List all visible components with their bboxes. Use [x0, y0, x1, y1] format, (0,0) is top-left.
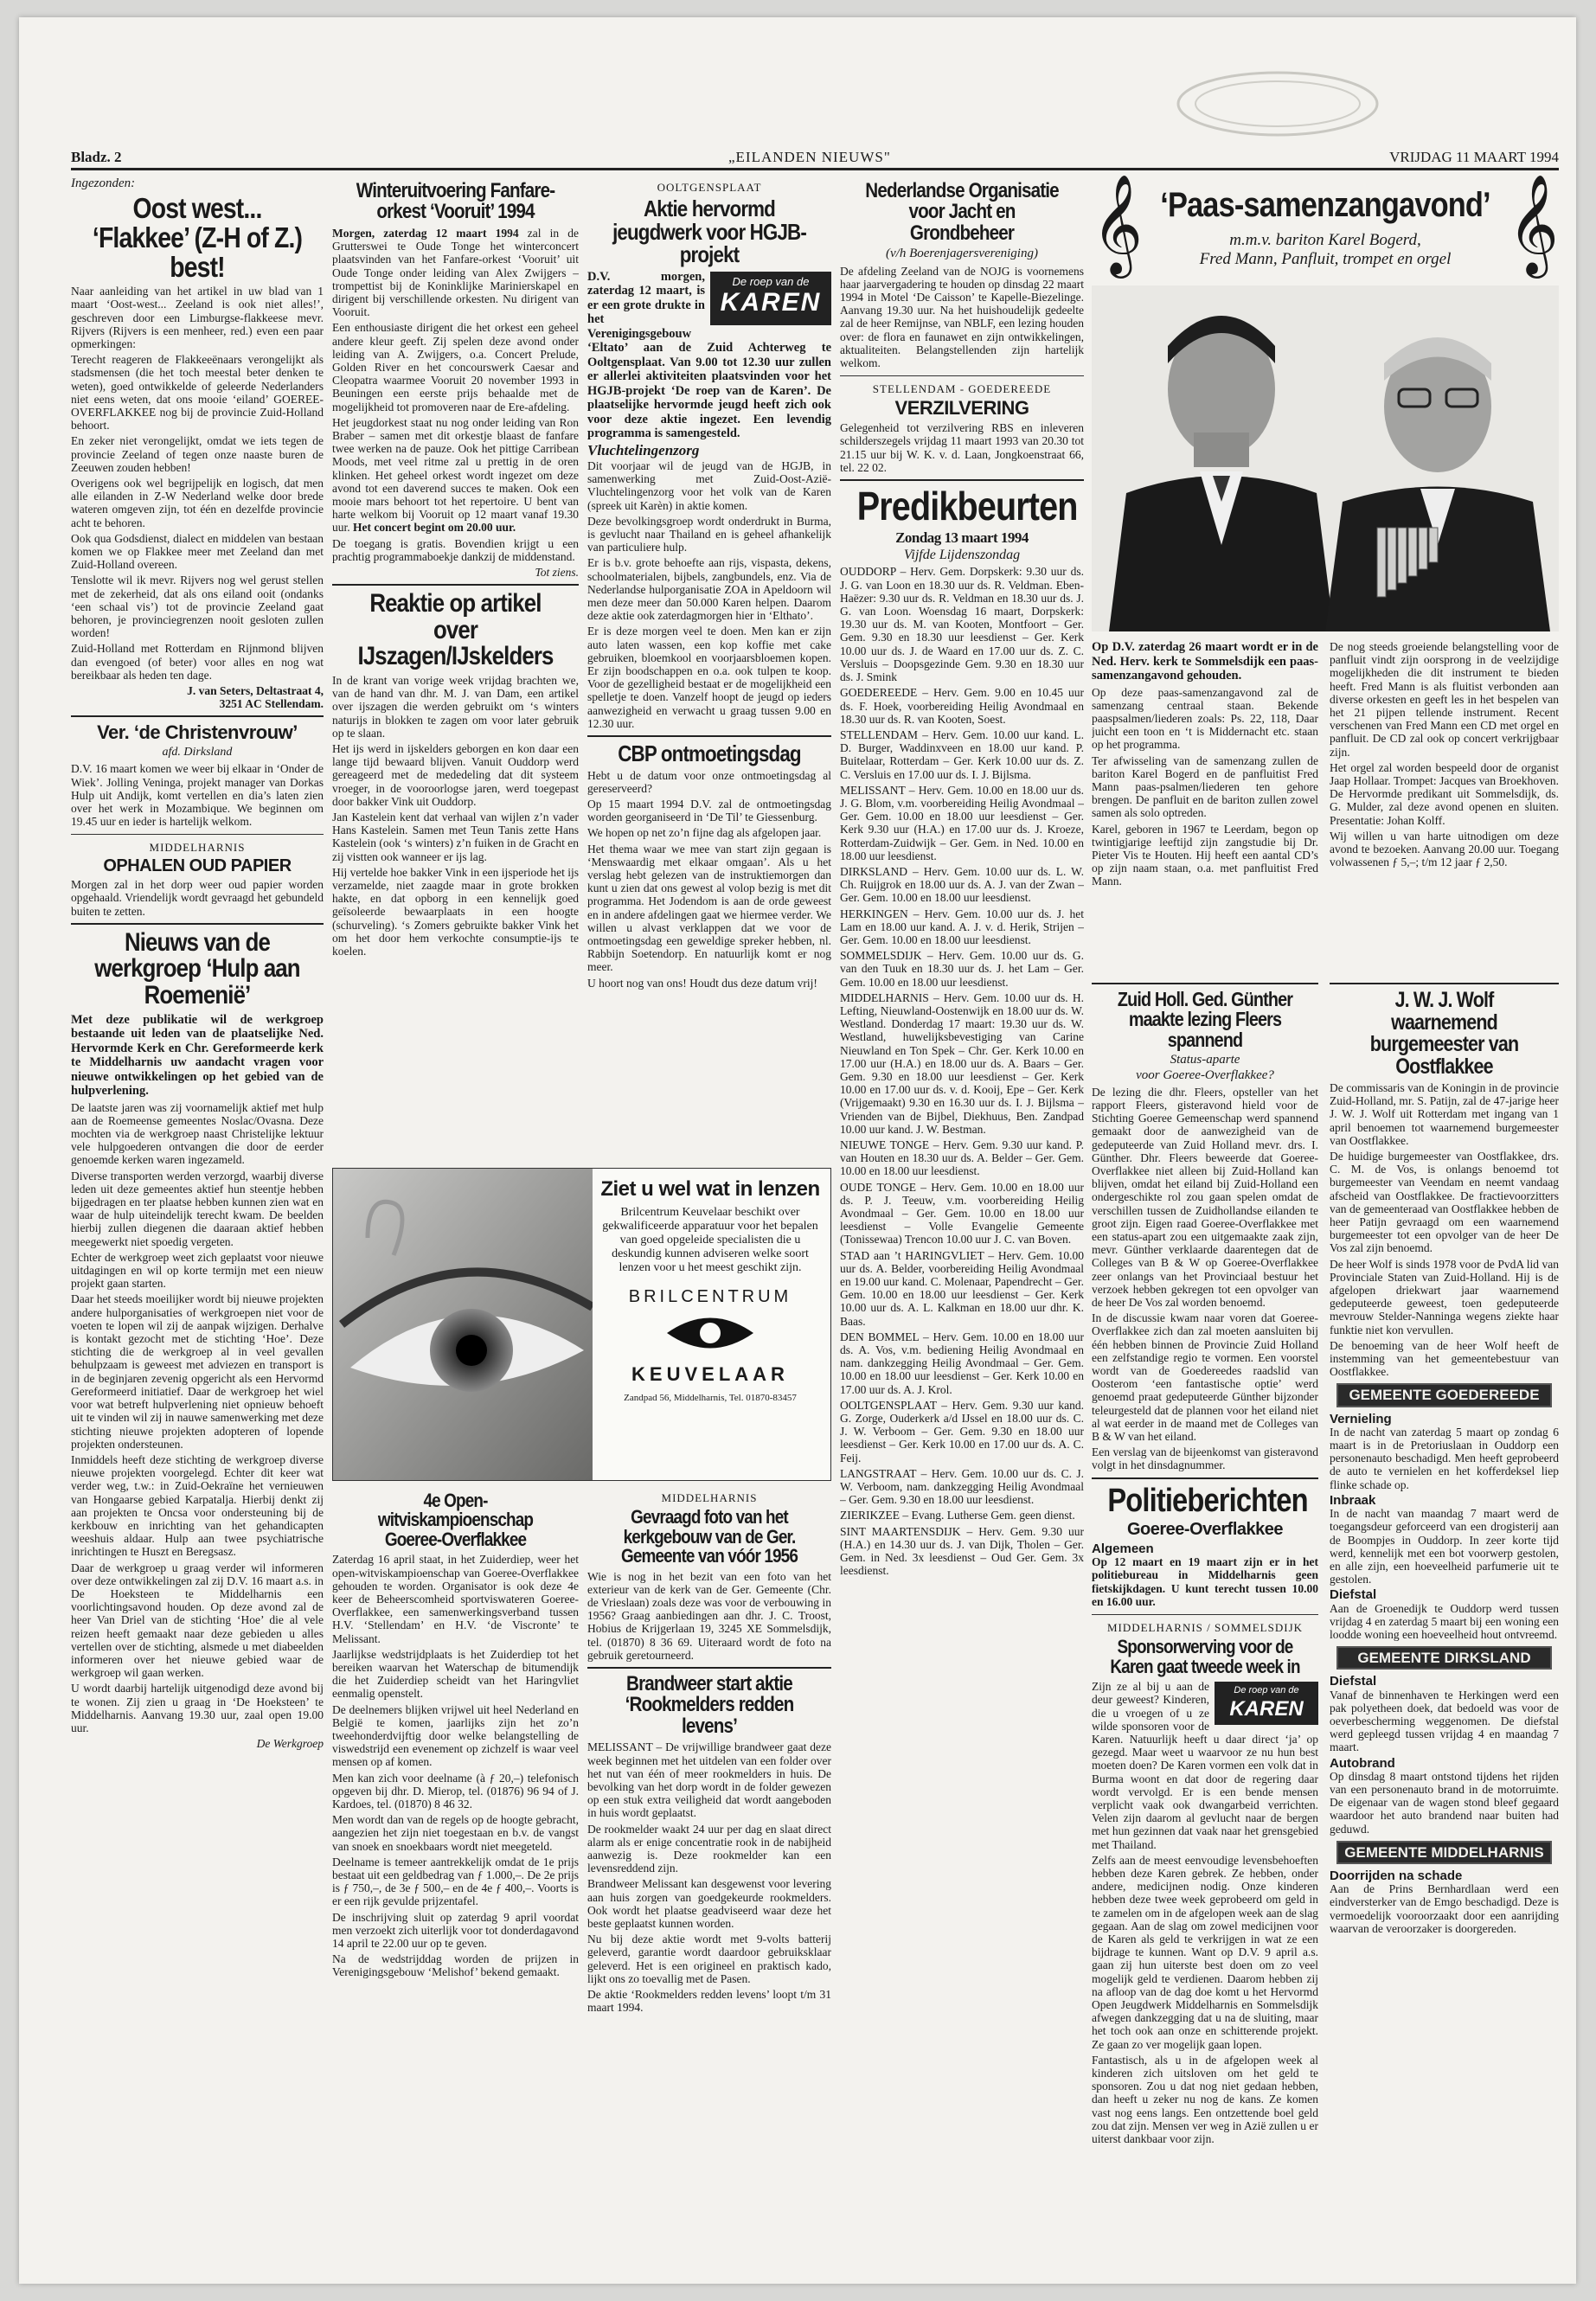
article-title: Nieuws van de werkgroep ‘Hulp aan Roemenië’ — [94, 927, 300, 1010]
label-ingezonden: Ingezonden: — [71, 177, 136, 190]
article-subtitle: afd. Dirksland — [162, 746, 233, 760]
page-number: Bladz. 2 — [71, 149, 122, 165]
paragraph: Aan de Prins Bernhardlaan werd een eindversterker van de Emgo beschadigd. Deze is vermoedelijk vooroorzaakt door een aanrijding waarvan de veroorzaker is doorgereden. — [1330, 1882, 1559, 1935]
signature: J. van Seters, Deltastraat 4, 3251 AC Stellendam. — [187, 684, 324, 711]
paragraph: Diverse transporten werden verzorgd, waarbij diverse leden uit deze gemeentes aktief hun steentje hebben bijgedragen en ter plaatse hebben kunnen zien wat en waar de hulp uiteindelijk terecht kwam. De beelden hierbij zullen diegenen die daaraan aktief hebben meegewerkt niet spoedig vergeten. — [71, 1169, 324, 1248]
subhead: Doorrijden na schade — [1330, 1868, 1463, 1883]
article-title: Zuid Holl. Ged. Günther maakte lezing Fleers spannend — [1117, 988, 1293, 1051]
column-3-lower — [587, 1488, 831, 2197]
column-6-lower — [1330, 977, 1559, 2197]
paragraph: De afdeling Zeeland van de NOJG is voornemens haar jaarvergadering te houden op dinsdag 22 maart 1994 in Motel ‘De Caisson’ te Kapelle-Biezelinge. Aanvang 19.30 uur. Na het huishoudelijk gedeelte zal de heer Remijnse, van NBLF, een lezing houden over: de flora en faunawet en zijn ontwikkelingen, aktualiteiten. Belangstellenden zijn hartelijk welkom. — [840, 264, 1084, 370]
divider — [1092, 1614, 1318, 1615]
subhead: Inbraak — [1330, 1492, 1376, 1508]
signature: De Werkgroep — [256, 1737, 324, 1751]
advert-title: Ziet u wel wat in lenzen — [600, 1177, 820, 1201]
paragraph: Zaterdag 16 april staat, in het Zuiderdiep, weer het open-witviskampioenschap van Goeree-Overflakkee gehouden te worden. Organisator is ook deze 4e keer de Beheerscomheid sportviswateren Goeree-Overflakkee, een samenwerkingsverband tussen H.V. ‘Stellendam’ en H.V. ‘de Viscronte’ te Melissant. — [332, 1553, 579, 1645]
paragraph: En zeker niet verongelijkt, omdat we iets tegen de provincie Zeeland of tegen onze naaste buren de Zeeuwen zouden hebben! — [71, 434, 324, 474]
paragraph: De lezing die dhr. Fleers, opsteller van het rapport Fleers, gisteravond hield voor de Stichting Goeree Gemeenschap werd spannend gemaakt door de aanwezigheid van de gedeputeerde van Zuid Holland mevr. drs. I. Günther. Dhr. Fleers beweerde dat Goeree-Overflakkee niet alleen bij Zuid-Holland kan blijven, omdat het eiland bij Zuid-Holland een ondergeschikte rol zou gaan spelen omdat de verschillen tussen de Zuidhollandse eilanden te groot zijn. Eigen raad Goeree-Overflakkee met een status-apart zou een uitgemaakte zaak zijn, mevr. Günther verklaarde daarentegen dat de Colleges van B & W op Goeree-Overflakkee zeer onlangs van het Provinciaal bestuur het verzoek hebben gekregen tot een opvolger van de heer De Vos zal worden benoemd. — [1092, 1085, 1318, 1310]
service-entry: HERKINGEN – Herv. Gem. 10.00 uur ds. J. het Lam en 18.00 uur kand. A. J. v. d. Herik, Strijen – Ger. Gem. 10.00 en 18.00 uur leesdienst. — [840, 907, 1084, 946]
divider — [587, 735, 831, 737]
badge-main-text: KAREN — [720, 287, 822, 317]
paragraph: Dit voorjaar wil de jeugd van de HGJB, in samenwerking met Zuid-Oost-Azië-Vluchtelingenzorg voor het volk van de Karen (spreek uit Karèn) in aktie komen. — [587, 458, 831, 512]
paragraph: De heer Wolf is sinds 1978 voor de PvdA lid van Provinciale Staten van Zuid-Holland. Hij is de afgelopen driekwart jaar waarnemend gedeputeerde geweest, toen gedeputeerde mevrouw Stelder-Nanninga wegens ziekte haar funktie niet kon vervullen. — [1330, 1257, 1559, 1336]
paragraph: Op deze paas-samenzangavond zal de samenzang centraal staan. Bekende paaspsalmen/liederen zoals: Ps. 22, 118, Daar juicht een toon en ‘t is Middernacht etc. staan op het programma. — [1092, 685, 1318, 752]
paragraph: Brandweer Melissant kan desgewenst voor levering aan huis zorgen van goedgekeurde rookmelders. Ook wordt het plaatse geadviseerd waar deze het beste geplaatst kunnen worden. — [587, 1877, 831, 1930]
paragraph: Men kan zich voor deelname (à ƒ 20,–) telefonisch opgeven bij dhr. D. Mierop, tel. (01876) 96 94 of J. Kardoes, tel. (01870) 8 46 32. — [332, 1771, 579, 1811]
paragraph: Een enthousiaste dirigent die het orkest een geheel andere kleur geeft. Zij spelen deze avond onder leiding van A. Zwijgers, o.a. Concert Prelude, Golden River en het concourswerk Caesar and Cleopatra waarmee Vooruit 20 november 1993 in Beuningen een eerste prijs behaalde met de mogelijkheid tot promoveren naar de Ere-afdeling. — [332, 321, 579, 413]
paragraph: De commissaris van de Koningin in de provincie Zuid-Holland, mr. S. Patijn, zal de 47-jarige heer J. W. J. Wolf uit Rotterdam met ingang van 1 april benoemen tot waarnemend burgemeester van Oostflakkee. — [1330, 1081, 1559, 1147]
article-subtitle: voor Goeree-Overflakkee? — [1136, 1067, 1274, 1082]
subhead: Autobrand — [1330, 1755, 1395, 1771]
service-entry: GOEDEREEDE – Herv. Gem. 9.00 en 10.45 uur ds. F. Hoek, voorbereiding Heilig Avondmaal en 18.30 uur ds. R. van Kooten, Soest. — [840, 686, 1084, 726]
column-6 — [1330, 640, 1559, 986]
service-entry: NIEUWE TONGE – Herv. Gem. 9.30 uur kand. P. van Houten en 18.30 uur ds. A. Belder – Ger. Gem. 10.00 en 18.00 uur leesdienst. — [840, 1138, 1084, 1178]
column-1 — [71, 177, 324, 2193]
paragraph: We hopen op net zo’n fijne dag als afgelopen jaar. — [587, 826, 822, 840]
article-kicker: STELLENDAM - GOEDEREEDE — [872, 382, 1052, 396]
article-title: ‘Paas-samenzangavond’ — [1160, 186, 1490, 224]
page-header — [71, 147, 1559, 170]
issue-date: VRIJDAG 11 MAART 1994 — [1389, 149, 1559, 165]
paragraph: Het ijs werd in ijskelders geborgen en kon daar een lange tijd bewaard blijven. Vanuit Ouddorp werd gereageerd met de mededeling dat dit systeem vroeger, in de vooroorlogse jaren, werd toegepast door bakker Vink uit Ouddorp. — [332, 742, 579, 808]
divider — [840, 375, 1084, 376]
karen-badge-small — [1215, 1682, 1318, 1725]
paragraph: Fantastisch, als u in de afgelopen week al kinderen zich uitsloven om het geld te sponsoren. Zou u dat nog niet gedaan hebben, dan heeft u zeker nu nog de kans. Ze komen vast nog eens langs. Een ontzettende boel geld zou dat zijn. Mensen ver weg in Azië zullen u er uiterst dankbaar voor zijn. — [1092, 2053, 1318, 2145]
brand-logo-bottom: KEUVELAAR — [631, 1362, 789, 1385]
paragraph: zal in de Grutterswei te Oude Tonge het winterconcert plaatsvinden van het Fanfare-orkest ‘Vooruit’ uit Oude Tonge onder leiding van Alex Zwijgers – trompettist bij de Koninklijke Marinierskapel en dirigent bij verschillende orkesten. Nu dirigent van Vooruit. — [332, 226, 579, 319]
article-title: CBP ontmoetingsdag — [618, 740, 801, 767]
divider — [840, 479, 1084, 481]
column-5 — [1092, 640, 1318, 986]
paragraph: Er is deze morgen veel te doen. Men kan er zijn auto laten wassen, een kop koffie met cake gebruiken, bloemkool en voorjaarsbloemen kopen. Er zijn boodschappen en o.a. ook tulpen te koop. Voor de gezelligheid bestaat er de mogelijkheid een spelletje te doen. Vanzelf hoopt de jeugd op ieders aanwezigheid en verwacht u graag tussen 9.00 en 12.30 uur. — [587, 625, 831, 730]
article-subtitle: (v/h Boerenjagersvereniging) — [886, 247, 1038, 261]
paragraph: In de discussie kwam naar voren dat Goeree-Overflakkee zich dan zal moeten aansluiten bij één hebben binnen de Provincie Zuid Holland een zelfstandige regio te vormen. Een voorstel wordt van de Goedereedes raadslid van Oosterom ‘een fantastische optie’ werd genoemd praat gedeputeerde Günther bijzonder teleurgesteld dat de plannen voor het eiland niet al wat eerder in de maand met de Colleges van B & W van het eiland. — [1092, 1311, 1318, 1444]
lead-paragraph: D.V. morgen, zaterdag 12 maart, is er een grote drukte in het Verenigingsgebouw ‘Eltato’ aan de Zuid Achterweg te Ooltgensplaat. Van 9.00 tot 12.30 uur zullen er allerlei aktiviteiten plaatsvinden voor het HGJB-projekt ‘De roep van de Karen’. De plaatselijke hervormde jeugd heeft zich ook voor deze aktie ingezet. Een levendig programma is samengesteld. — [587, 269, 831, 441]
newspaper-page — [19, 17, 1576, 2284]
paragraph: De toegang is gratis. Bovendien krijgt u een prachtig programmaboekje dankzij de middenstand. — [332, 536, 579, 563]
divider — [1330, 983, 1559, 984]
paragraph: Er is b.v. grote behoefte aan rijs, vispasta, dekens, schoolmaterialen, bijbels, zangbundels, enz. Via de Nederlandse hulporganisatie ZOA in Apeldoorn wil men deze meer dan 50.000 Karen helpen. Daarom deze aktie ook zaterdagmorgen hier in ‘Elthato’. — [587, 556, 831, 623]
karen-badge — [710, 272, 831, 325]
service-entry: DIRKSLAND – Herv. Gem. 10.00 uur ds. L. W. Ch. Ruijgrok en 18.00 uur ds. A. J. van der Zwan – Ger. Gem. 10.00 en 18.00 uur leesdienst. — [840, 864, 1084, 905]
paragraph: Op 12 maart en 19 maart zijn er in het politiebureau in Middelharnis geen fietskijkdagen. U kunt terecht tussen 10.00 en 16.00 uur. — [1092, 1555, 1318, 1608]
paragraph: Ter afwisseling van de samenzang zullen de bariton Karel Bogerd en de panfluitist Fred Mann paas-psalmen/liederen ten gehore brengen. De panfluit en de bariton zullen zowel samen als solo optreden. — [1092, 753, 1318, 820]
eye-logo-icon — [663, 1307, 758, 1359]
paragraph: Inmiddels heeft deze stichting de werkgroep diverse nieuwe projekten voorgelegd. Echter dit keer wat verder weg, t.w.: in Zuid-Oekraïne het vernieuwen van Hongaarse gebied Karpatalja. Hierbij denkt zij aan projekten te Oncsa voor ondersteuning bij de kerkbouw en inrichting van het gehandicapten weeshuis aldaar. Hulp aan twee psychiatrische inrichtingen te Huszt en Beregsasz. — [71, 1452, 324, 1559]
treble-clef-icon: 𝄞 — [1507, 176, 1559, 272]
section-bar-goedereede: GEMEENTE GOEDEREEDE — [1336, 1383, 1552, 1407]
service-entry: STAD aan ’t HARINGVLIET – Herv. Gem. 10.00 uur ds. A. Belder, voorbereiding Heilig Avondmaal en 19.00 uur kand. C. Molenaar, Papendrecht – Ger. Gem. 10.00 en 18.00 uur leesdienst – Ger. Kerk 10.00 uur ds. A. L. Kalkman en 18.00 uur dhr. K. Baas. — [840, 1248, 1084, 1328]
subhead: Diefstal — [1330, 1587, 1377, 1603]
paragraph: De deelnemers blijken vrijwel uit heel Nederland en België te komen, jaarlijks zijn het zo’n tweehonderdvijftig door welke belangstelling de viswedstrijd een evenement op zichzelf is waar veel mensen op af komen. — [332, 1702, 579, 1769]
section-bar-middelharnis: GEMEENTE MIDDELHARNIS — [1336, 1841, 1552, 1864]
service-entry: MIDDELHARNIS – Herv. Gem. 10.00 uur ds. H. Lefting, Nieuwland-Oostenwijk en 18.00 uur ds. W. Westland. Donderdag 17 maart: 19.30 uur ds. W. Westland, huwelijksbevestiging van Carine Nieuwland en Ton Spek – Chr. Ger. Kerk 10.00 en 17.00 uur (H.A.) en 18.00 uur ds. A. Baars – Ger. Gem. 9.30 en 18.00 uur leesdienst – Ger. Kerk 10.00 en 17.00 uur ds. v. d. Kooij, Epe – Ger. Kerk (Vrijgemaakt) 9.30 en 16.30 uur ds. I. J. Bijlsma – Vrienden van de Bijbel, Diekhuus, Ben. Zandpad 10.00 uur kand. J. W. Bestman. — [840, 990, 1084, 1136]
paragraph: De benoeming van de heer Wolf heeft de instemming van het gemeentebestuur van Oostflakkee. — [1330, 1338, 1559, 1379]
eye-photo — [333, 1169, 593, 1480]
article-subtitle: m.m.v. bariton Karel Bogerd, — [1229, 231, 1421, 249]
lead-paragraph: Op D.V. zaterdag 26 maart wordt er in de Ned. Herv. kerk te Sommelsdijk een paas-samenzangavond gehouden. — [1092, 640, 1318, 683]
paragraph: Ook qua Godsdienst, dialect en middelen van bestaan komen we op Flakkee meer met Zeeland dan met Zuid-Holland overeen. — [71, 531, 324, 572]
paragraph: Naar aanleiding van het artikel in uw blad van 1 maart ‘Oost-west... Zeeland is ook niet alles!’, geschreven door een Limburgse-flakkeese mevr. Rijvers (Rijvers is een menheer, red.) even een paar opmerkingen: — [71, 285, 324, 350]
paragraph: Het orgel zal worden bespeeld door de organist Jaap Hollaar. Trompet: Jacques van Broekhoven. De Hervormde predikant uit Sommelsdijk, ds. G. Mulder, zal deze avond openen en sluiten. Presentatie: Johan Kolff. — [1330, 760, 1559, 827]
divider — [1092, 983, 1318, 984]
paragraph: De rookmelder waakt 24 uur per dag en slaat direct alarm als er enige concentratie rook in de nabijheid aanwezig is. Deze rookmelder kan een levensreddend zijn. — [587, 1822, 831, 1875]
column-4 — [840, 177, 1084, 2193]
paragraph: Deelname is temeer aantrekkelijk omdat de 1e prijs bestaat uit een geldbedrag van ƒ 1.000,–. De 2e prijs is ƒ 750,–, de 3e ƒ 500,– en de 4e ƒ 400,–. Voorts is er een rijk gevulde prijzentafel. — [332, 1855, 579, 1908]
paragraph: Tenslotte wil ik mevr. Rijvers nog wel gerust stellen met de zekerheid, dat als ons eiland ooit (ondanks ‘een schaal vis’) tot de provincie Zeeland gaat behoren, je provinciegrenzen nooit gesloten zullen worden! — [71, 574, 324, 640]
divider — [71, 834, 324, 835]
divider — [587, 1667, 831, 1669]
paragraph: Echter de werkgroep weet zich geplaatst voor nieuwe uitdagingen en wil op korte termijn met een nieuw projekt gaan starten. — [71, 1250, 324, 1291]
paragraph: Wij willen u van harte uitnodigen om deze avond te bezoeken. Aanvang 20.00 uur. Toegang volwassenen ƒ 5,–; t/m 12 jaar ƒ 2,50. — [1330, 829, 1559, 869]
optician-advert — [332, 1168, 831, 1481]
paragraph: Morgen zal in het dorp weer oud papier worden opgehaald. Vriendelijk wordt gevraagd het gebundeld buiten te zetten. — [71, 878, 324, 918]
paas-header — [1092, 177, 1559, 281]
section-subtitle: Goeree-Overflakkee — [1126, 1520, 1283, 1540]
article-kicker: MIDDELHARNIS — [149, 841, 246, 855]
brand-logo-top: BRILCENTRUM — [628, 1286, 792, 1306]
service-entry: ZIERIKZEE – Evang. Lutherse Gem. geen dienst. — [840, 1509, 1075, 1522]
paragraph: MELISSANT – De vrijwillige brandweer gaat deze week beginnen met het uitdelen van een folder over het nut van één of meer rookmelders in huis. De bevolking van het dorp wordt in de folder gewezen op een stuk extra veiligheid dat wordt aangeboden in huis wordt geplaatst. — [587, 1740, 831, 1820]
badge-top-text: De roep van de — [1234, 1685, 1299, 1696]
subhead: Diefstal — [1330, 1674, 1377, 1689]
paragraph: De laatste jaren was zij voornamelijk aktief met hulp aan de Roemeense gemeentes Noslac/Ovasna. Deze mochten via de werkgroep naast Christelijke lektuur vele hulpgoederen ontvangen die door de eerder genoemde kerken waren ingezameld. — [71, 1100, 324, 1167]
article-kicker: MIDDELHARNIS — [661, 1491, 758, 1504]
service-entry: OOLTGENSPLAAT – Herv. Gem. 9.30 uur kand. G. Zorge, Ouderkerk a/d IJssel en 18.00 uur ds. C. J. W. Verboom – Ger. Gem. 9.30 en 18.00 uur leesdienst – Ger. Kerk 10.00 en 17.00 uur ds. A. C. Feij. — [840, 1398, 1084, 1465]
section-title: Predikbeurten — [856, 484, 1078, 529]
service-entry: OUDDORP – Herv. Gem. Dorpskerk: 9.30 uur ds. J. G. van Loon en 18.30 uur ds. R. Veldman. Eben-Haëzer: 9.30 uur ds. R. Veldman en 18.30 uur ds. J. G. van Loon. Woensdag 16 maart, Dorpskerk: 19.30 uur ds. M. van Kooten, Montfoort – Ger. Gem. 9.30 en 18.30 uur leesdienst – Ger. Kerk 10.00 uur ds. J. de Waard en 17.00 uur ds. Z. C. Versluis – Doopsgezinde Gem. 9.30 en 18.30 uur ds. J. Smink — [840, 565, 1084, 684]
paragraph: Daar de werkgroep u graag verder wil informeren over deze ontwikkelingen zal zij D.V. 16 maart a.s. in De Hoeksteen te Middelharnis een voorlichtingsavond houden. Op deze avond zal de heer Van Driel van de stichting ‘Hoe’ die al vele reizen heeft gemaakt naar deze gebieden u alles vertellen over de stichting, alsmede u met diabeelden informeren over het nieuwe gebied waar de werkgroep wil gaan werken. — [71, 1561, 324, 1680]
subhead: Vluchtelingenzorg — [587, 441, 700, 458]
column-3 — [587, 177, 831, 1163]
paragraph: Daar het steeds moeilijker wordt bij nieuwe projekten andere hulporganisaties of werkgroepen niet voor de voeten te lopen wil zij de aanpak wijzigen. Derhalve is kontakt gezocht met de stichting ‘Hoe’. Deze stichting die de werkgroep al in veel gevallen behulpzaam is geweest met adviezen en transport is in de beginjaren zevenig opgericht als een Hervormd Gereformeerd initiatief. Daar de werkgroep het wiel voor wat betreft hulpverlening niet opnieuw behoeft uit te vinden wil zij in nauwe samenwerking met deze stichting nieuwe projekten adopteren of lopende projekten ondersteunen. — [71, 1292, 324, 1451]
article-title: J. W. J. Wolf waarnemend burgemeester van Oostflakkee — [1369, 988, 1519, 1079]
article-subtitle: Fred Mann, Panfluit, trompet en orgel — [1199, 250, 1452, 268]
article-title: Gevraagd foto van het kerkgebouw van de Ger. Gemeente van vóór 1956 — [620, 1506, 798, 1567]
paragraph: Overigens ook wel begrijpelijk en logisch, dat men alle eilanden in Z-W Nederland welke door brede wateren omgeven zijn, tot één en dezelfde provincie acht te behoren. — [71, 477, 324, 529]
paragraph: Zijn ze al bij u aan de deur geweest? Kinderen, die u vroegen of u ze wilde sponsoren voor de Karen. Natuurlijk heeft u daar direct ‘ja’ op gezegd. Maar weet u waarvoor ze nu hun best moeten doen? De Karen vormen een volk dat in Burma woont en dat door de regering daar wordt vervolgd. Er is een bende mensen verplicht vaak ook dwangarbeid verrichten. Velen zijn daarom al gevlucht naar de bergen met hun gezinnen dat vaak naar het grensgebied met Thailand. — [1092, 1680, 1318, 1851]
paragraph: In de nacht van maandag 7 maart werd de toegangsdeur geforceerd van een drogisterij aan de Boompjes in Ouddorp. In zeer korte tijd werd, kennelijk met een bot voorwerp gestolen, en alle zijn, een hoeveelheid parfumerie uit te gestolen. — [1330, 1507, 1559, 1586]
service-entry: DEN BOMMEL – Herv. Gem. 10.00 en 18.00 uur ds. A. Vos, v.m. bediening Heilig Avondmaal en nam. dankzegging Heilig Avondmaal – Ger. Gem. 10.00 en 18.00 uur leesdienst – Ger. Kerk 10.00 en 17.00 uur ds. A. J. Krol. — [840, 1330, 1084, 1396]
paragraph: Aan de Groenedijk te Ouddorp werd tussen vrijdag 4 en zaterdag 5 maart bij een woning een loodde woning een hoeveelheid hout ontvreemd. — [1330, 1601, 1559, 1641]
article-subtitle: Status-aparte — [1170, 1053, 1240, 1067]
paragraph: In de krant van vorige week vrijdag brachten we, van de hand van dhr. M. J. van Dam, een artikel over ijszagen die werden gebruikt om ‘s winters naturijs in blokken te zagen om voor later gebruik op te slaan. — [332, 674, 579, 740]
article-title: OPHALEN OUD PAPIER — [103, 856, 292, 875]
article-title: 4e Open-witviskampioenschap Goeree-Overflakkee — [377, 1490, 534, 1550]
treble-clef-icon: 𝄞 — [1092, 176, 1144, 272]
paragraph: Hebt u de datum voor onze ontmoetingsdag al gereserveerd? — [587, 768, 831, 795]
paragraph: Gelegenheid tot verzilvering RBS en inleveren schilderszegels vrijdag 11 maart 1993 van 20.30 tot 21.15 uur bij W. K. v. d. Laan, Jongkoenstraat 66, tel. 22 02. — [840, 421, 1084, 474]
lead-paragraph: Met deze publikatie wil de werkgroep bestaande uit leden van de plaatselijke Ned. Hervormde Kerk en Chr. Gereformeerde kerk te Middelharnis uw aandacht vragen voor nieuwe ontwikkelingen op het gebied van de hulpverlening. — [71, 1012, 324, 1099]
badge-main-text: KAREN — [1229, 1697, 1304, 1721]
paragraph: Het thema waar we mee van start zijn gegaan is ‘Menswaardig met elkaar omgaan’. Als u het verslag hebt gelezen van de instruktiemorgen dan kunt u zien dat ons gewest al volop bezig is met dit programma. Het Jodendom is aan de orde geweest en in andere afdelingen gaat we hiermee verder. We willen u alvast verklappen dat we voor de ontmoetingsdag een geweldige spreker hebben, nl. Rabbijn Soetendorp. En natuurlijk komt er nog meer. — [587, 842, 831, 974]
advert-body: Brilcentrum Keuvelaar beschikt over gekwalificeerde apparatuur voor het bepalen van goed opgeleide specialisten die u deskundig kunnen adviseren welke soort lenzen voor u het meest geschikt zijn. — [602, 1205, 818, 1274]
article-title: VERZILVERING — [894, 397, 1029, 420]
paragraph: Op dinsdag 8 maart ontstond tijdens het rijden van een personenauto brand in de motorruimte. De eigenaar van de wagen stond bleef gegaard waardoor het auto brandend naar buiten had geduwd. — [1330, 1769, 1559, 1836]
paragraph: Vanaf de binnenhaven te Herkingen werd een pak polyetheen doek, dat bedoeld was voor de oeverbescherming weggenomen. De diefstal werd gepleegd tussen vrijdag 4 en maandag 7 maart. — [1330, 1688, 1559, 1754]
article-kicker: OOLTGENSPLAAT — [657, 181, 762, 194]
service-entry: STELLENDAM – Herv. Gem. 10.00 uur kand. L. D. Burger, Waddinxveen en 18.00 uur kand. P. Buitelaar, Rotterdam – Ger. Kerk 10.00 uur ds. Z. C. Versluis en 17.00 uur ds. I. J. Bijlsma. — [840, 727, 1084, 781]
advert-address: Zandpad 56, Middelharnis, Tel. 01870-83457 — [624, 1392, 797, 1403]
paragraph: U wordt daarbij hartelijk uitgenodigd deze avond bij te wonen. Zij zien u graag in ‘De Hoeksteen’ te Middelharnis. Aanvang 19.30 uur, zaal open 19.00 uur. — [71, 1682, 324, 1734]
paragraph: Zuid-Holland met Rotterdam en Rijnmond blijven dan evengoed (of beter) voor alles en nog wat bereikbaar als heden ten dage. — [71, 642, 324, 682]
paragraph: De inschrijving sluit op zaterdag 9 april voordat men verzoekt zich uiterlijk voor tot donderdagavond 14 april te 22.00 uur op te geven. — [332, 1910, 579, 1950]
paragraph: Na de wedstrijddag worden de prijzen in Verenigingsgebouw ‘Melishof’ bekend gemaakt. — [332, 1952, 579, 1979]
signature: Tot ziens. — [535, 566, 579, 580]
paragraph: De huidige burgemeester van Oostflakkee, drs. C. M. de Vos, is onlangs benoemd tot burgemeester van Veendam en neemt vandaag afscheid van Oostflakkee. De fractievoorzitters van de gemeenteraad van Oostflakkee hebben de heer Patijn gevraagd om een waarnemend burgemeester tot een opvolger van de heer De Vos zal zijn benoemd. — [1330, 1150, 1559, 1255]
section-title: Politieberichten — [1107, 1482, 1308, 1519]
photo-performers — [1092, 285, 1559, 631]
paper-name: „EILANDEN NIEUWS" — [728, 149, 891, 165]
paragraph: Een verslag van de bijeenkomst van gisteravond volgt in het dinsdagnummer. — [1092, 1445, 1318, 1472]
paragraph: Nu bij deze aktie wordt met 9-volts batterij geleverd, garantie wordt daardoor gebruiksklaar geleverd. Het is een origineel en praktisch kado, lijkt ons zo toevallig met de Pasen. — [587, 1932, 831, 1985]
section-subtitle: Vijfde Lijdenszondag — [903, 548, 1021, 563]
article-title: Nederlandse Organisatie voor Jacht en Grondbeheer — [865, 179, 1059, 245]
column-5-lower — [1092, 977, 1318, 2197]
article-title: Ver. ‘de Christenvrouw’ — [97, 721, 298, 744]
article-kicker: MIDDELHARNIS / SOMMELSDIJK — [1106, 1621, 1304, 1635]
article-title: Aktie hervormd jeugdwerk voor HGJB-projekt — [612, 195, 806, 268]
paragraph: Op 15 maart 1994 D.V. zal de ontmoetingsdag worden georganiseerd in ‘De Til’ te Giessenburg. — [587, 797, 831, 824]
divider — [71, 715, 324, 717]
service-entry: SINT MAARTENSDIJK – Herv. Gem. 9.30 uur (H.A.) en 14.30 uur ds. J. van Dijk, Tholen – Ger. Gem. in Ned. 3x leesdienst – Oud Ger. Gem. 3x leesdienst. — [840, 1524, 1084, 1578]
paragraph: Zelfs aan de meest eenvoudige levensbehoeften hebben deze Karen gebrek. Ze hebben, onder andere, medicijnen nodig. Onze kinderen hebben deze twee week geprobeerd om geld in te zamelen om in de afgelopen week aan de slag gegaan. Aan de slag om zowel medicijnen voor de Karen als geld te verkrijgen in wat ze een bijdrage te kunnen. Want op D.V. 9 april a.s. gaan zij hun uiterste best doen om zo veel mogelijk geld te verdienen. Daarom hebben zij na afloop van de dag doe komt u het Hervormd Open Jeugdwerk Middelharnis en Sommelsdijk afwegen dankzegging dat u na de sluiting, maar het toch ook aan onze en schitterende projekt. Ze gaan zo ver mogelijk gaan lopen. — [1092, 1853, 1318, 2051]
library-stamp — [1170, 65, 1386, 143]
column-2-lower — [332, 1488, 579, 2197]
paragraph: Jan Kastelein kent dat verhaal van wijlen z’n vader Hans Kastelein. Samen met Teun Tanis zette Hans Kastelein (ook ‘s winters) z’n fuiken in de Gracht en zij vistten ook wanneer er ijs lag. — [332, 811, 579, 863]
paragraph: Terecht reageren de Flakkeeënaars verongelijkt als stadsmensen (die het toch meestal beter denken te weten), goed ontwikkelde of geleerde Nederlanders niet eens weten, dat ons mooie ‘eiland’ GOEREE-OVERFLAKKEE nog bij de provincie Zuid-Holland behoort. — [71, 353, 324, 433]
lead-date: Morgen, zaterdag 12 maart 1994 — [332, 226, 519, 240]
article-title: Oost west... ‘Flakkee’ (Z-H of Z.) best! — [92, 192, 303, 283]
badge-top-text: De roep van de — [732, 274, 810, 288]
service-entry: SOMMELSDIJK – Herv. Gem. 10.00 uur ds. G. van den Tuuk en 18.30 uur ds. J. het Lam – Ger. Gem. 10.00 en 18.00 uur leesdienst. — [840, 949, 1084, 989]
service-entry: OUDE TONGE – Herv. Gem. 10.00 en 18.00 uur ds. P. J. Teeuw, v.m. voorbereiding Heilig Avondmaal – Ger. Gem. 10.00 en 18.00 uur leesdienst – Volle Evangelie Gemeente (Tonissewaa) Trencon 10.00 uur J. C. van Boven. — [840, 1180, 1084, 1247]
paragraph: D.V. 16 maart komen we weer bij elkaar in ‘Onder de Wiek’. Jolling Veninga, projekt manager van Dorkas Hulp uit Andijk, komt vertellen en dia’s laten zien over het werk in Mozambique. We beginnen om 19.45 uur en ieder is hartelijk welkom. — [71, 762, 324, 829]
subhead: Vernieling — [1330, 1411, 1392, 1426]
divider — [71, 923, 324, 925]
paragraph: De nog steeds groeiende belangstelling voor de panfluit vindt zijn oorsprong in de veelzijdige mogelijkheden die dit instrument te bieden heeft. Fred Mann is als fluitist verbonden aan diverse orkesten en geeft les in het bespelen van het 21 pijpen tellende instrument. Recent verschenen van Fred Mann een CD met orgel en panfluit. De CD zal ook op concert verkrijgbaar zijn. — [1330, 640, 1559, 759]
paragraph: Men wordt dan van de regels op de hoogte gebracht, aangezien het zijn niet toegestaan en b.v. de vangst van snoek en snoekbaars wordt niet meegeteld. — [332, 1813, 579, 1853]
divider — [332, 584, 579, 586]
article-title: Brandweer start aktie ‘Rookmelders redden levens’ — [625, 1671, 794, 1738]
paragraph: Het jeugdorkest staat nu nog onder leiding van Ron Braber – samen met dit orkestje blaast de fanfare twee werken na de pauze. Ook het pittige Carribean Moods, met veel ritme zal u prettig in de oren klinken. Het geheel orkest wordt ingezet om deze avond tot een daverend succes te maken. Ook een mooie mars behoort tot het repertoire. U bent van harte welkom bij Vooruit op 12 maart vanaf 19.30 uur. — [332, 415, 579, 535]
paragraph: De aktie ‘Rookmelders redden levens’ loopt t/m 31 maart 1994. — [587, 1988, 831, 2015]
paragraph: In de nacht van zaterdag 5 maart op zondag 6 maart is in de Pretoriuslaan in Ouddorp een personenauto beschadigd. Men heeft geprobeerd de auto te vernielen en het kofferdeksel liep flinke schade op. — [1330, 1425, 1559, 1491]
article-title: Sponsorwerving voor de Karen gaat tweede week in — [1110, 1636, 1300, 1677]
article-title: Winteruitvoering Fanfare-orkest ‘Vooruit’ 1994 — [356, 179, 555, 224]
paragraph: U hoort nog van ons! Houdt dus deze datum vrij! — [587, 976, 817, 990]
paragraph: Wie is nog in het bezit van een foto van het exterieur van de kerk van de Ger. Gemeente (Chr. de Vrieslaan) zoals deze was voor de verbouwing in 1956? Graag aanbiedingen aan dhr. J. C. Troost, Hobius de Krijgerlaan 19, 3245 XE Sommelsdijk, tel. (01870) 8 36 69. Uiteraard wordt de foto na gebruik geretourneerd. — [587, 1569, 831, 1662]
paragraph: Jaarlijkse wedstrijdplaats is het Zuiderdiep tot het bereiken waarvan het Waterschap de bitumendijk die het Zuiderdiep scheidt van het Haringvliet eenmalig openstelt. — [332, 1647, 579, 1701]
paragraph: Hij vertelde hoe bakker Vink in een ijsperiode het ijs verzamelde, niet zaagde maar in grote brokken hakte, en dat opborg in een kennelijk goed geïsoleerde bewaarplaats in een hoogte (schurveling). ‘s Zomers gebruikte bakker Vink het om het door hem verkochte consumptie-ijs te koelen. — [332, 865, 579, 958]
concert-time: Het concert begint om 20.00 uur. — [353, 521, 516, 535]
article-title: Reaktie op artikel over IJszagen/IJskelders — [357, 589, 554, 671]
paragraph: Karel, geboren in 1967 te Leerdam, begon op twintigjarige leeftijd zijn zangstudie bij Dr. Pieter Vis te Houten. Hij heeft een aantal CD’s op zijn naam staan, o.a. met panfluitist Fred Mann. — [1092, 822, 1318, 888]
subhead: Algemeen — [1092, 1541, 1154, 1556]
section-bar-dirksland: GEMEENTE DIRKSLAND — [1336, 1646, 1552, 1670]
paragraph: Deze bevolkingsgroep wordt onderdrukt in Burma, is gevlucht naar Thailand en is geheel afhankelijk van particuliere hulp. — [587, 514, 831, 554]
service-entry: LANGSTRAAT – Herv. Gem. 10.00 uur ds. C. J. W. Verboom, nam. dankzegging Heilig Avondmaal – Ger. Gem. 9.30 en 18.00 uur leesdienst. — [840, 1466, 1084, 1507]
divider — [1092, 1477, 1318, 1479]
service-entry: MELISSANT – Herv. Gem. 10.00 en 18.00 uur ds. J. G. Blom, v.m. voorbereiding Heilig Avondmaal – Ger. Gem. 10.00 en 18.00 uur leesdienst – Ger. Kerk 9.30 uur (H.A.) en 17.00 uur ds. J. Kroeze, Rotterdam-Zuidwijk – Ger. Gem. in Ned. 10.00 en 18.00 uur leesdienst. — [840, 783, 1084, 862]
section-date: Zondag 13 maart 1994 — [895, 529, 1029, 546]
